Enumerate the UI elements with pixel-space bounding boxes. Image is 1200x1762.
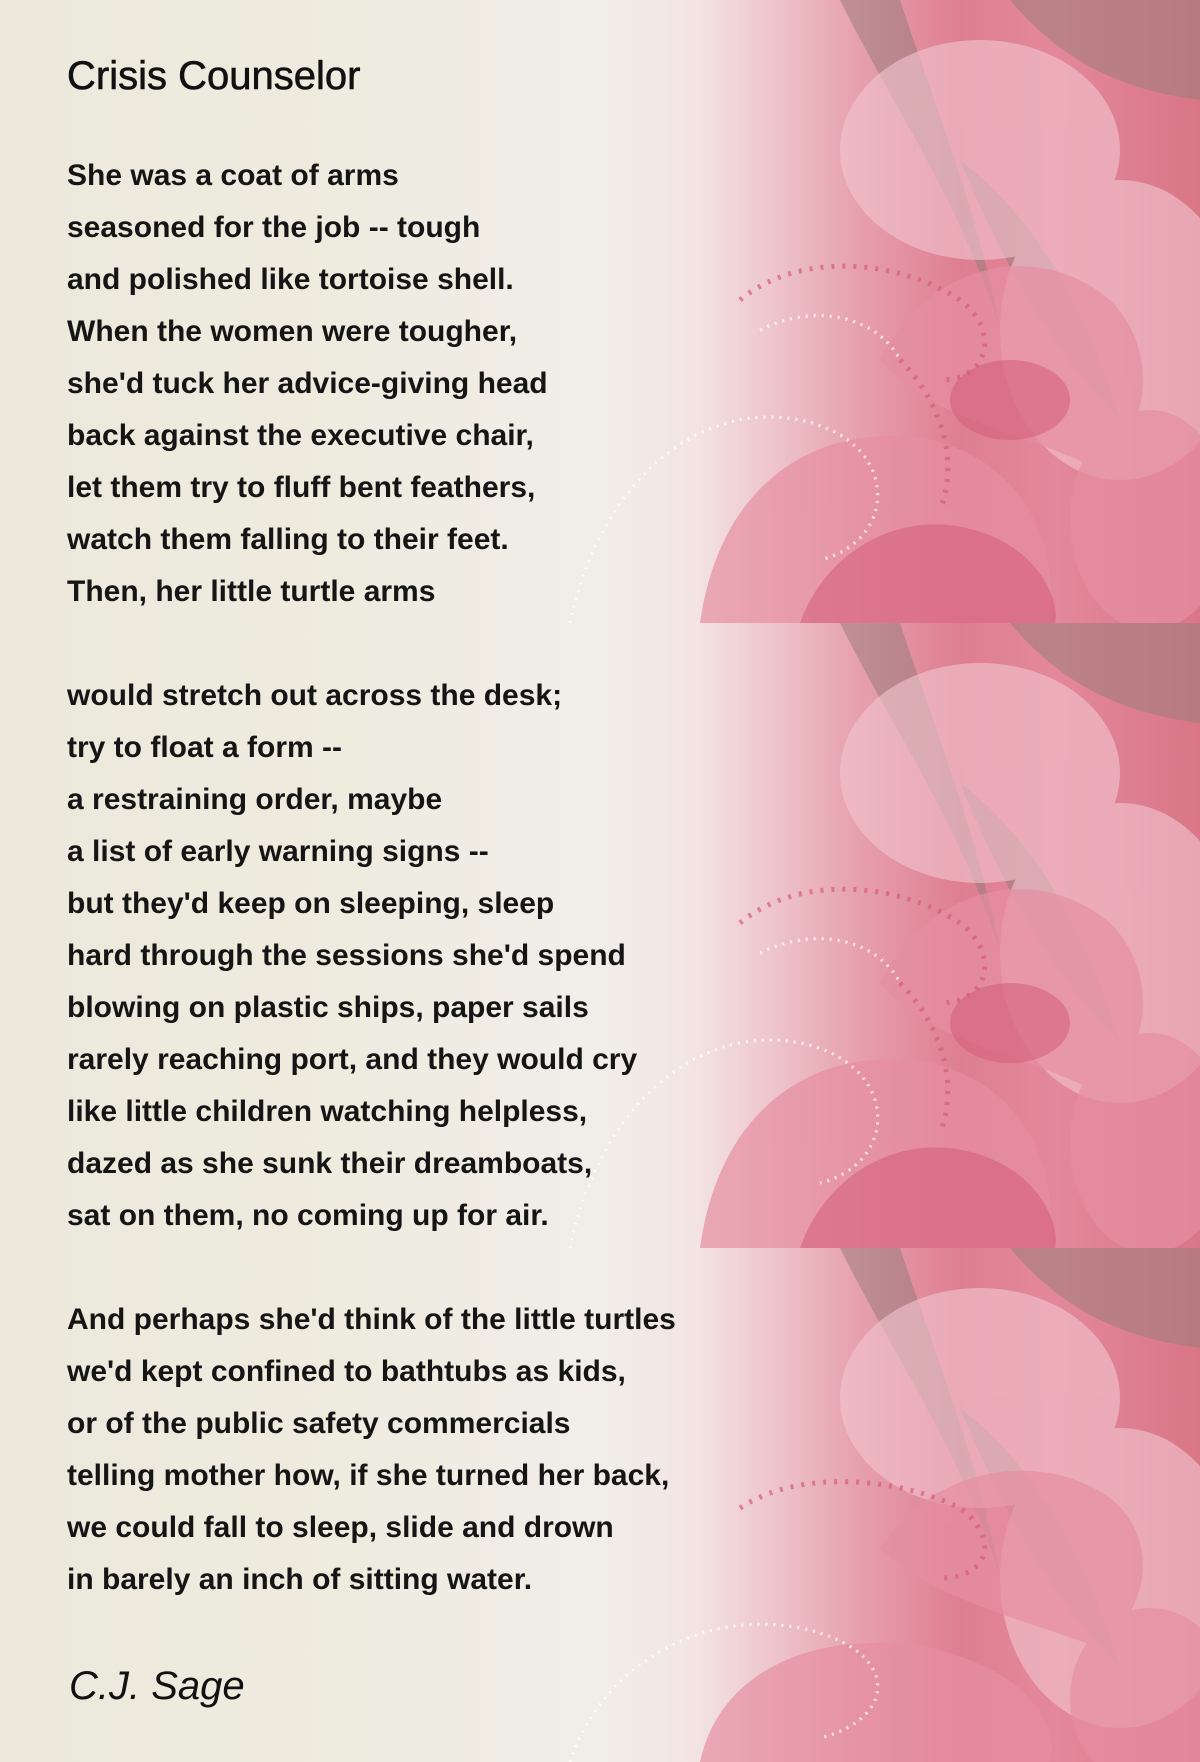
poem-line: seasoned for the job -- tough — [67, 211, 481, 244]
poem-line: we could fall to sleep, slide and drown — [67, 1511, 614, 1544]
poem-line: And perhaps she'd think of the little turtles — [67, 1303, 676, 1336]
poem-line: would stretch out across the desk; — [67, 679, 563, 712]
poem-line: a list of early warning signs -- — [67, 835, 489, 868]
poem-line: she'd tuck her advice-giving head — [67, 367, 548, 400]
poem-line: a restraining order, maybe — [67, 783, 443, 816]
poem-line: telling mother how, if she turned her back, — [67, 1459, 670, 1492]
poem-line: Then, her little turtle arms — [67, 575, 436, 608]
poem-line: in barely an inch of sitting water. — [67, 1563, 533, 1596]
poem-line: we'd kept confined to bathtubs as kids, — [67, 1355, 626, 1388]
poem-line: sat on them, no coming up for air. — [67, 1199, 549, 1232]
poem-line: but they'd keep on sleeping, sleep — [67, 887, 555, 920]
poem-line: hard through the sessions she'd spend — [67, 939, 626, 972]
stanza-1 — [67, 150, 548, 618]
stanza-3 — [67, 1294, 676, 1606]
poem-line: let them try to fluff bent feathers, — [67, 471, 536, 504]
poem-line: and polished like tortoise shell. — [67, 263, 514, 296]
poem-line: dazed as she sunk their dreamboats, — [67, 1147, 593, 1180]
poem-line: like little children watching helpless, — [67, 1095, 588, 1128]
poem-line: try to float a form -- — [67, 731, 342, 764]
stanza-2 — [67, 670, 637, 1242]
poem-line: blowing on plastic ships, paper sails — [67, 991, 589, 1024]
poem-title: Crisis Counselor — [67, 54, 361, 98]
poem-line: or of the public safety commercials — [67, 1407, 571, 1440]
poem-line: rarely reaching port, and they would cry — [67, 1043, 638, 1076]
poem-line: back against the executive chair, — [67, 419, 534, 452]
poem-line: watch them falling to their feet. — [67, 523, 509, 556]
poem-line: She was a coat of arms — [67, 159, 399, 192]
poem-author: C.J. Sage — [69, 1664, 245, 1708]
poem-line: When the women were tougher, — [67, 315, 518, 348]
